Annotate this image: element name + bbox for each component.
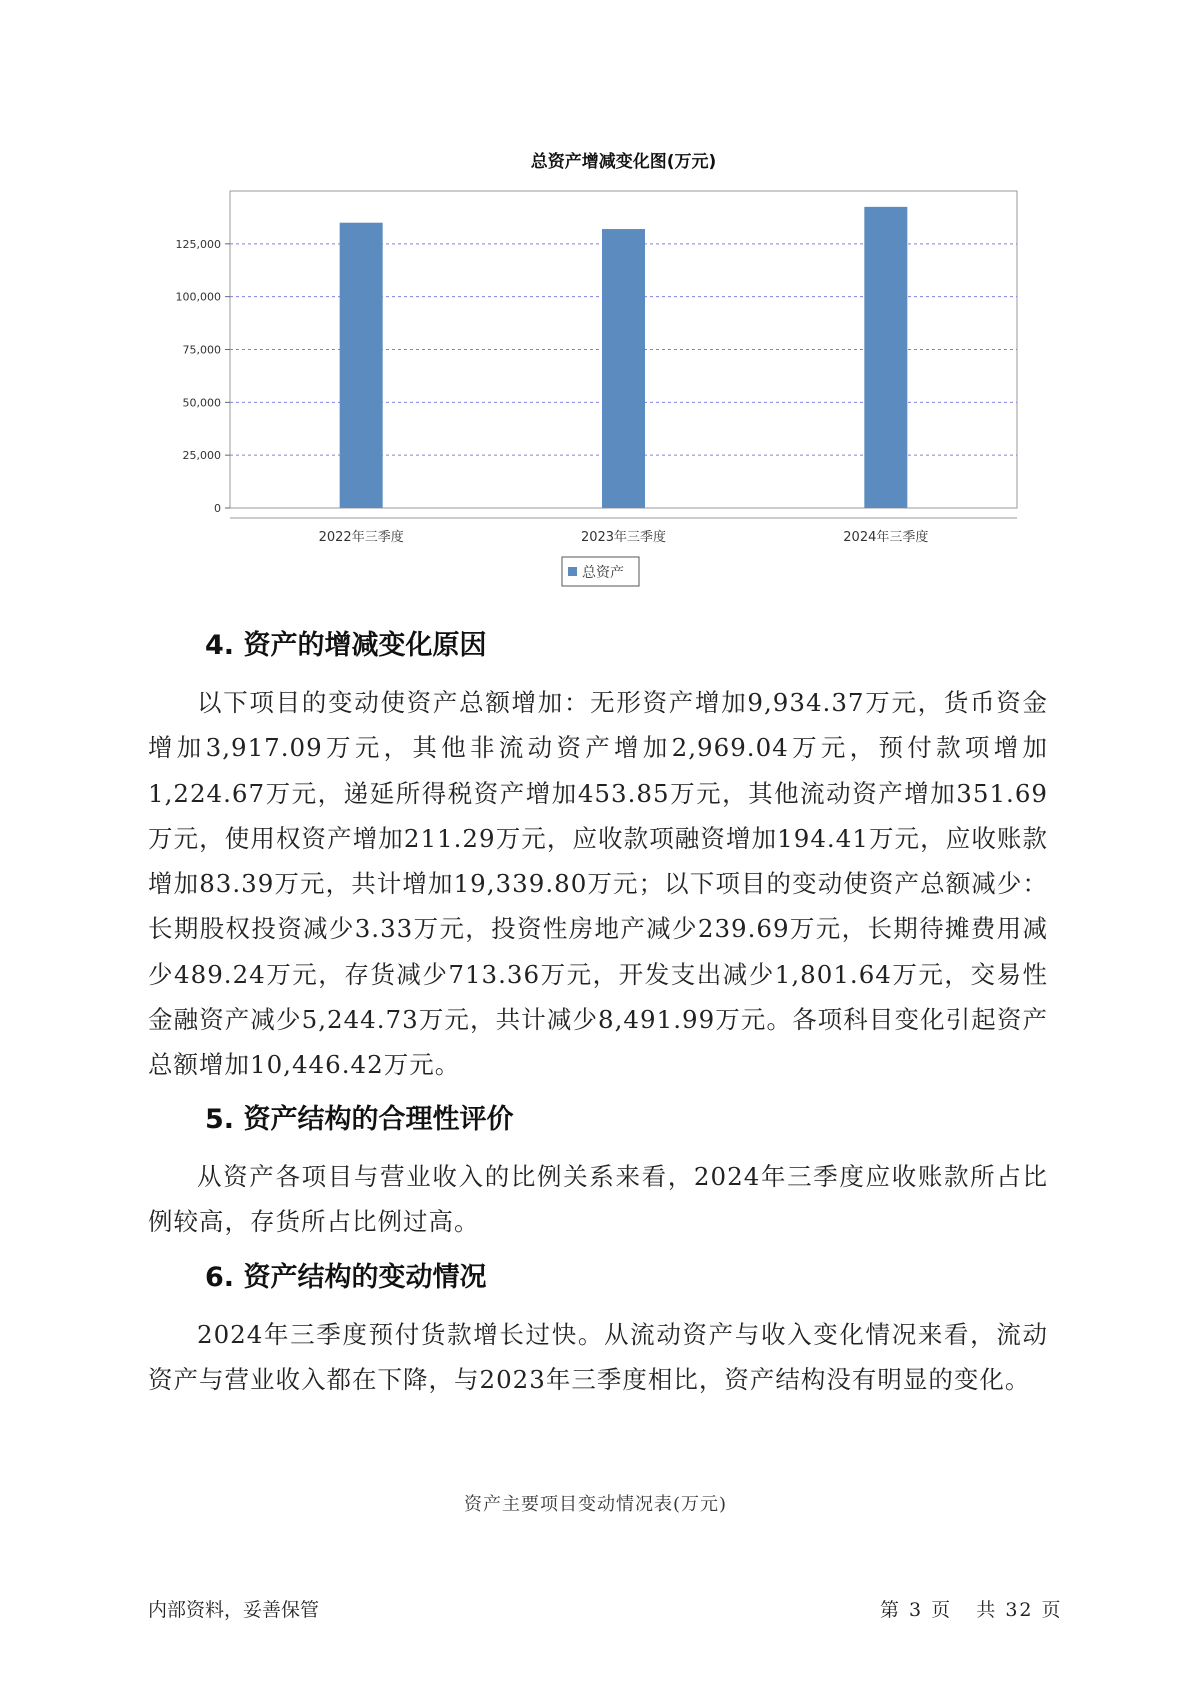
bar-3 xyxy=(864,207,907,508)
section-5-heading: 5. 资产结构的合理性评价 xyxy=(205,1104,514,1135)
x-tick-label: 2022年三季度 xyxy=(318,530,404,545)
x-tick-label: 2023年三季度 xyxy=(580,530,667,545)
chart-canvas xyxy=(0,0,1191,600)
total-assets-chart xyxy=(0,0,1191,600)
footer-confidential-note: 内部资料，妥善保管 xyxy=(148,1599,320,1621)
footer-page-number: 第 3 页 共 32 页 xyxy=(880,1599,1063,1621)
legend-swatch xyxy=(568,567,577,576)
section-5-paragraph: 从资产各项目与营业收入的比例关系来看，2024年三季度应收账款所占比例较高，存货所占比例过高。 xyxy=(148,1162,1048,1237)
y-tick-label: 75,000 xyxy=(182,343,221,357)
section-4-paragraph: 以下项目的变动使资产总额增加：无形资产增加9,934.37万元，货币资金增加3,917.09万元，其他非流动资产增加2,969.04万元，预付款项增加1,224.67万元，递延所得税资产增加453.85万元，其他流动资产增加351.69万元，使用权资产增加211.29万元，应收款项融资增加194.41万元，应收账款增加83.39万元，共计增加19,339.80万元；以下项目的变动使资产总额减少：长期股权投资减少3.33万元，投资性房地产减少239.69万元，长期待摊费用减少489.24万元，存货减少713.36万元，开发支出减少1,801.64万元，交易性金融资产减少5,244.73万元，共计减少8,491.99万元。各项科目变化引起资产总额增加10,446.42万元。 xyxy=(148,688,1048,1080)
y-tick-label: 50,000 xyxy=(182,396,221,410)
y-tick-label: 25,000 xyxy=(182,449,221,463)
x-tick-label: 2024年三季度 xyxy=(843,530,929,545)
section-6-paragraph: 2024年三季度预付货款增长过快。从流动资产与收入变化情况来看，流动资产与营业收入都在下降，与2023年三季度相比，资产结构没有明显的变化。 xyxy=(148,1320,1048,1395)
section-6-heading: 6. 资产结构的变动情况 xyxy=(205,1262,487,1293)
legend-label: 总资产 xyxy=(582,565,624,581)
y-tick-label: 0 xyxy=(214,502,221,515)
y-tick-label: 125,000 xyxy=(175,237,221,251)
table-caption: 资产主要项目变动情况表(万元) xyxy=(463,1494,728,1515)
bar-1 xyxy=(340,223,383,508)
section-4-heading: 4. 资产的增减变化原因 xyxy=(205,630,487,661)
chart-title: 总资产增减变化图(万元) xyxy=(530,152,717,172)
y-tick-label: 100,000 xyxy=(175,290,221,304)
bar-2 xyxy=(602,229,645,508)
